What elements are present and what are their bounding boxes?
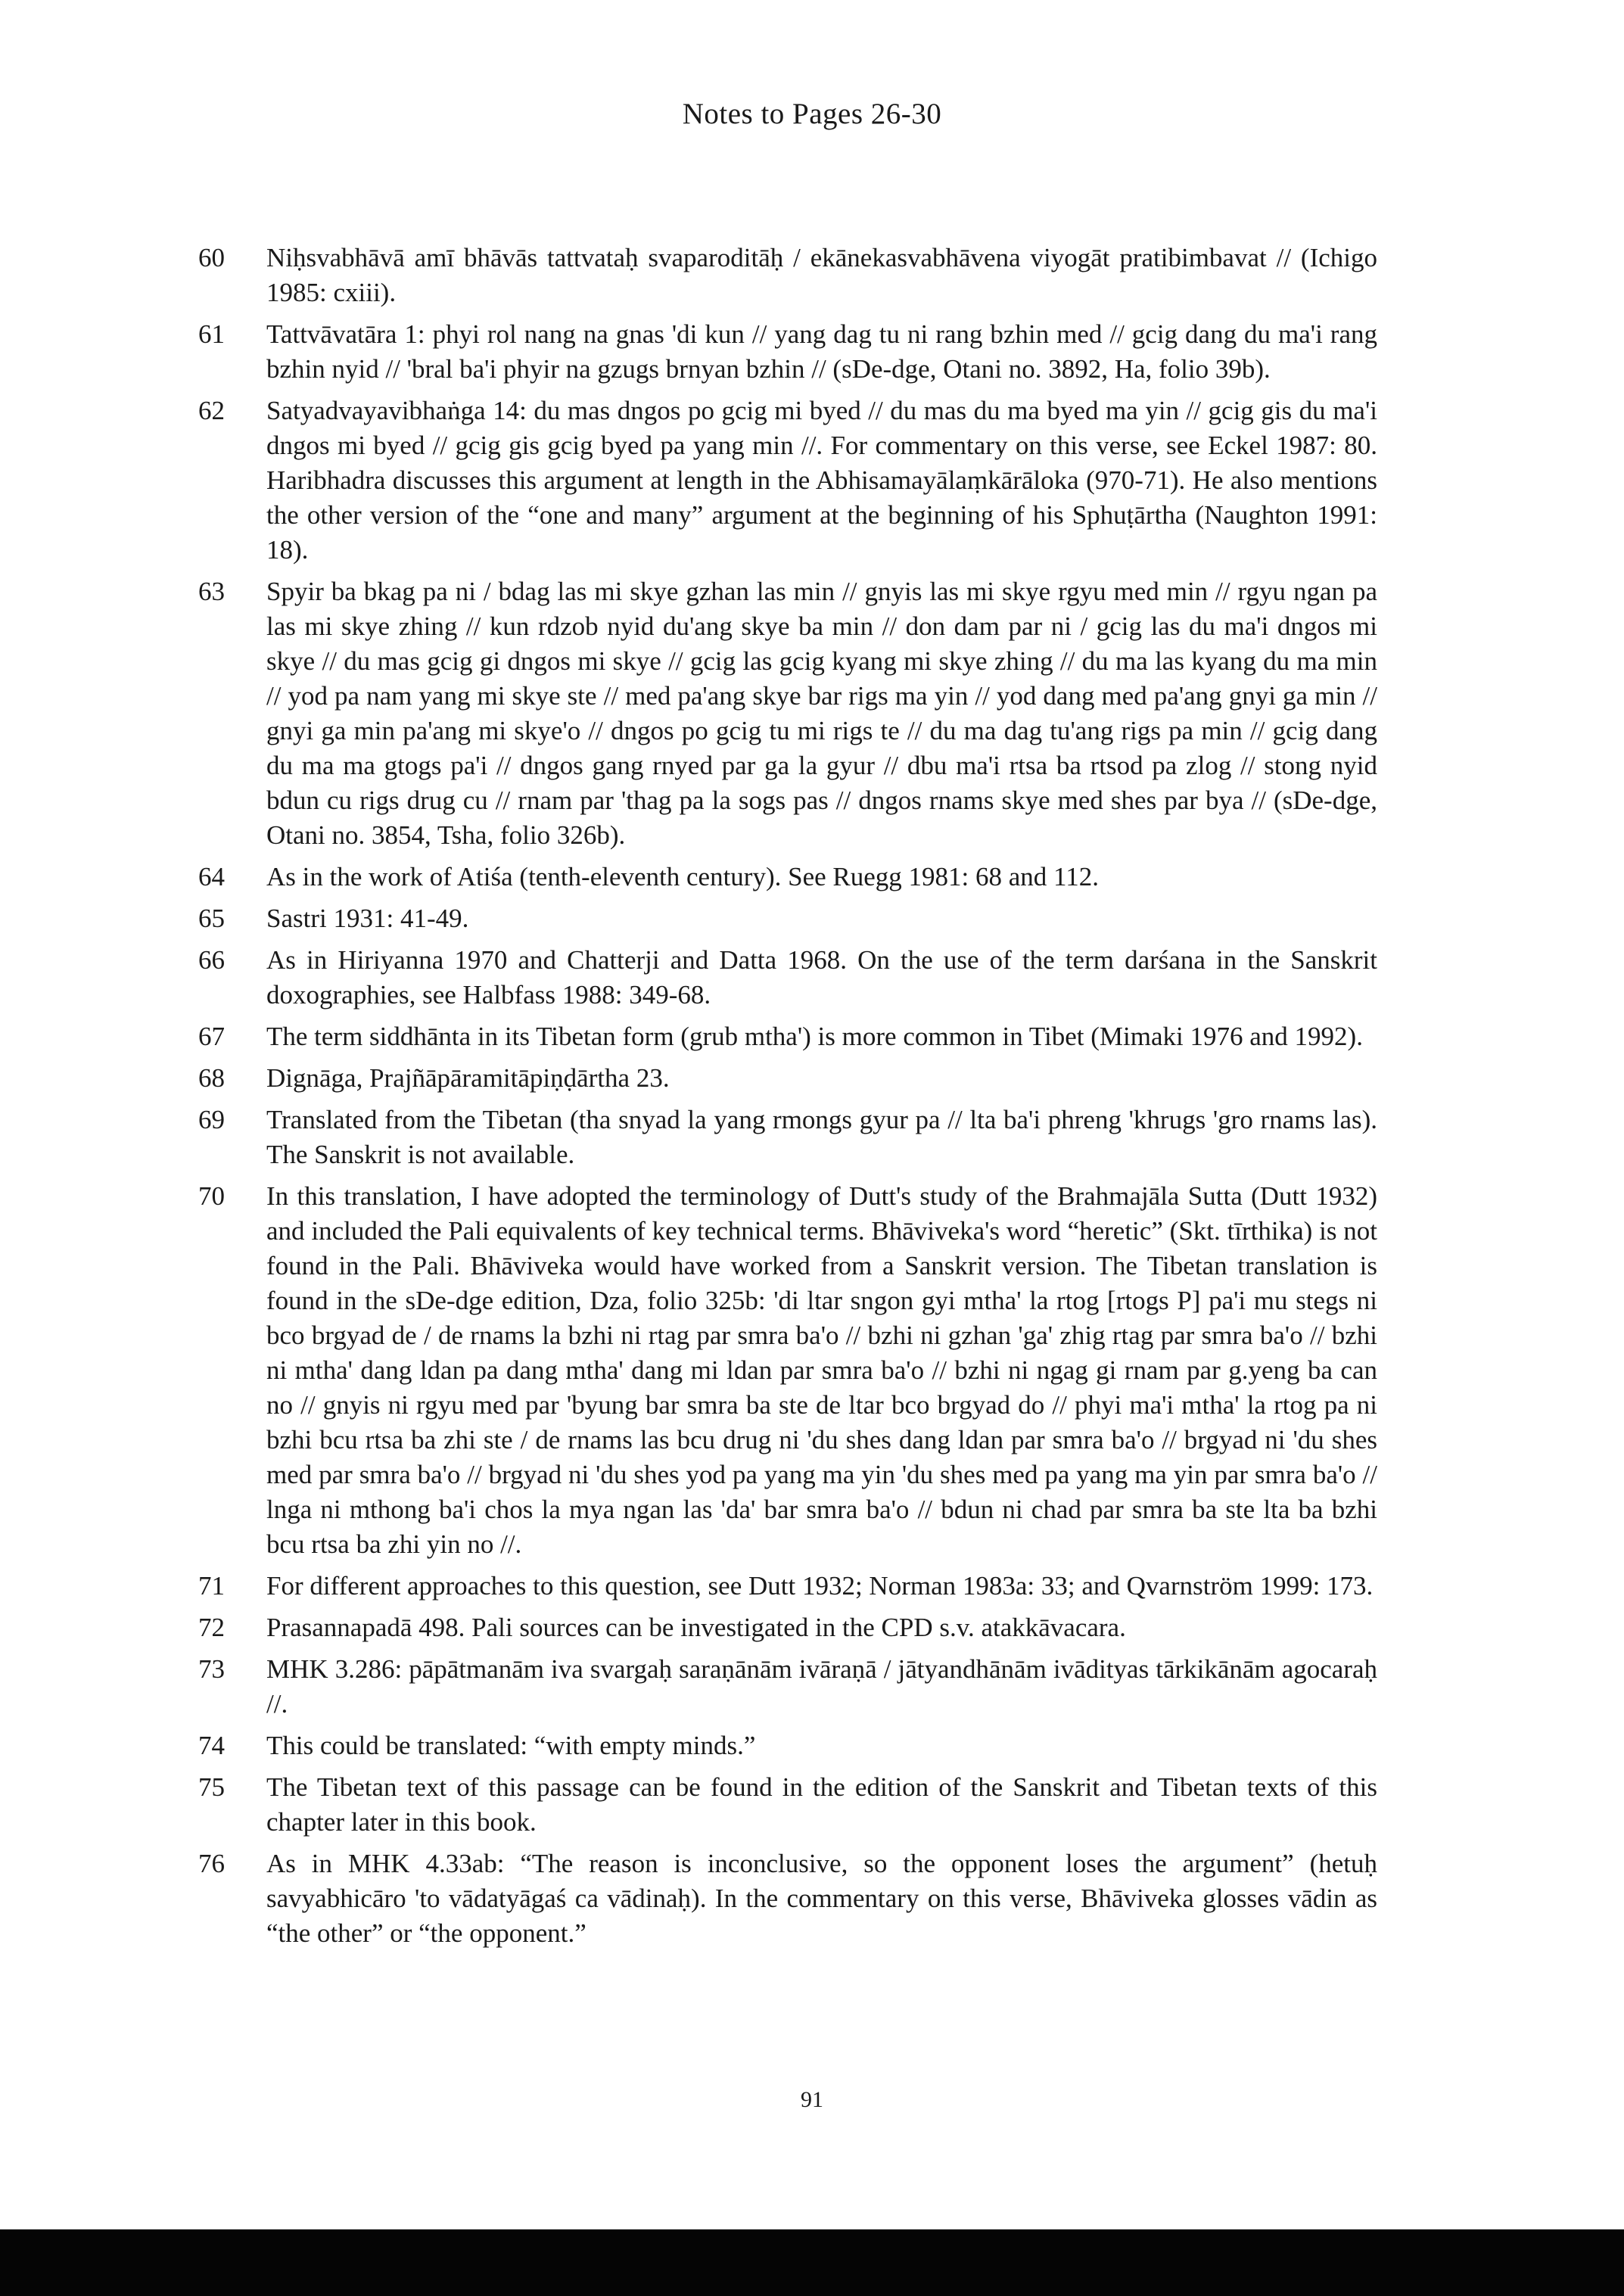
note-number: 73 [198,1654,225,1684]
note-text: Spyir ba bkag pa ni / bdag las mi skye gzhan las min // gnyis las mi skye rgyu med min // rgyu ngan pa las mi skye zhing // kun rdzob nyid du'ang skye ba min // don dam par ni / gcig las du ma'i dngos mi skye // du mas gcig gi dngos mi skye // gcig las gcig kyang mi skye zhing // du ma las kyang du ma min // yod pa nam yang mi skye ste // med pa'ang skye bar rigs ma yin // yod dang med pa'ang gnyi ga min // gnyi ga min pa'ang mi skye'o // dngos po gcig tu mi rigs te // du ma dag tu'ang rigs pa min // gcig dang du ma ma gtogs pa'i // dngos gang rnyed par ga la gyur // dbu ma'i rtsa ba rtsod pa zlog // stong nyid bdun cu rigs drug cu // rnam par 'thag pa la sogs pas // dngos rnams skye med shes par bya // (sDe-dge, Otani no. 3854, Tsha, folio 326b). [266,577,1377,850]
note-68 [198,1061,1377,1096]
note-number: 70 [198,1181,225,1211]
note-number: 68 [198,1063,225,1093]
note-71 [198,1569,1377,1604]
note-number: 76 [198,1849,225,1878]
note-text: As in Hiriyanna 1970 and Chatterji and Datta 1968. On the use of the term darśana in the Sanskrit doxographies, see Halbfass 1988: 349-68. [266,945,1377,1010]
note-62 [198,394,1377,568]
notes-list [198,241,1377,1958]
note-text: In this translation, I have adopted the terminology of Dutt's study of the Brahmajāla Sutta (Dutt 1932) and included the Pali equivalents of key technical terms. Bhāviveka's word “heretic” (Skt. tīrthika) is not found in the Pali. Bhāviveka would have worked from a Sanskrit version. The Tibetan translation is found in the sDe-dge edition, Dza, folio 325b: 'di ltar sngon gyi mtha' la rtog [rtogs P] pa'i mu stegs ni bco brgyad de / de rnams la bzhi ni rtag par smra ba'o // bzhi ni gzhan 'ga' zhig rtag par smra ba'o // bzhi ni mtha' dang ldan pa dang mtha' dang mi ldan par smra ba'o // bzhi ni ngag gi rnam par g.yeng ba can no // gnyis ni rgyu med par 'byung bar smra ba ste de ltar bco brgyad do // phyi ma'i mtha' la rtog pa ni bzhi bcu rtsa ba zhi ste / de rnams las bcu drug ni 'du shes dang ldan par smra ba'o // brgyad ni 'du shes med par smra ba'o // brgyad ni 'du shes yod pa yang ma yin 'du shes med pa yang ma yin par smra ba'o // lnga ni mthong ba'i chos la mya ngan las 'da' bar smra ba'o // bdun ni chad par smra ba ste lta ba bzhi bcu rtsa ba zhi yin no //. [266,1181,1377,1559]
note-number: 63 [198,577,225,606]
note-72 [198,1610,1377,1645]
note-text: Tattvāvatāra 1: phyi rol nang na gnas 'di kun // yang dag tu ni rang bzhin med // gcig dang du ma'i rang bzhin nyid // 'bral ba'i phyir na gzugs brnyan bzhin // (sDe-dge, Otani no. 3892, Ha, folio 39b). [266,319,1377,384]
note-text: Niḥsvabhāvā amī bhāvās tattvataḥ svaparoditāḥ / ekānekasvabhāvena viyogāt pratibimbavat // (Ichigo 1985: cxiii). [266,243,1377,307]
note-64 [198,860,1377,894]
note-number: 72 [198,1613,225,1642]
note-number: 75 [198,1772,225,1802]
note-65 [198,901,1377,936]
note-67 [198,1019,1377,1054]
note-text: As in the work of Atiśa (tenth-eleventh century). See Ruegg 1981: 68 and 112. [266,862,1099,891]
note-number: 67 [198,1022,225,1051]
note-text: Translated from the Tibetan (tha snyad la yang rmongs gyur pa // lta ba'i phreng 'khrugs 'gro rnams las). The Sanskrit is not available. [266,1105,1377,1169]
note-number: 62 [198,396,225,425]
scan-border [0,2229,1624,2296]
note-number: 69 [198,1105,225,1134]
note-66 [198,943,1377,1013]
note-76 [198,1846,1377,1951]
note-70 [198,1179,1377,1562]
note-text: The term siddhānta in its Tibetan form (grub mtha') is more common in Tibet (Mimaki 1976 and 1992). [266,1022,1363,1051]
note-text: The Tibetan text of this passage can be found in the edition of the Sanskrit and Tibetan texts of this chapter later in this book. [266,1772,1377,1837]
note-text: Sastri 1931: 41-49. [266,904,469,933]
note-74 [198,1728,1377,1763]
running-header: Notes to Pages 26-30 [682,98,942,130]
note-text: For different approaches to this question, see Dutt 1932; Norman 1983a: 33; and Qvarnström 1999: 173. [266,1571,1374,1601]
note-73 [198,1652,1377,1722]
note-75 [198,1770,1377,1840]
note-number: 74 [198,1731,225,1760]
page-number: 91 [801,2087,823,2112]
note-63 [198,574,1377,853]
note-text: This could be translated: “with empty minds.” [266,1731,756,1760]
note-text: MHK 3.286: pāpātmanām iva svargaḥ saraṇānām ivāraṇā / jātyandhānām ivādityas tārkikānām agocaraḥ //. [266,1654,1377,1719]
note-number: 60 [198,243,225,272]
note-text: Prasannapadā 498. Pali sources can be investigated in the CPD s.v. atakkāvacara. [266,1613,1126,1642]
note-69 [198,1103,1377,1172]
note-text: As in MHK 4.33ab: “The reason is inconclusive, so the opponent loses the argument” (hetuḥ savyabhicāro 'to vādatyāgaś ca vādinaḥ). In the commentary on this verse, Bhāviveka glosses vādin as “the other” or “the opponent.” [266,1849,1377,1948]
note-61 [198,317,1377,387]
note-number: 61 [198,319,225,349]
note-text: Satyadvayavibhaṅga 14: du mas dngos po gcig mi byed // du mas du ma byed ma yin // gcig gis du ma'i dngos mi byed // gcig gis gcig byed pa yang min //. For commentary on this verse, see Eckel 1987: 80. Haribhadra discusses this argument at length in the Abhisamayālaṃkārāloka (970-71). He also mentions the other version of the “one and many” argument at the beginning of his Sphuṭārtha (Naughton 1991: 18). [266,396,1377,565]
note-number: 64 [198,862,225,891]
note-number: 71 [198,1571,225,1601]
note-60 [198,241,1377,310]
note-text: Dignāga, Prajñāpāramitāpiṇḍārtha 23. [266,1063,670,1093]
note-number: 65 [198,904,225,933]
note-number: 66 [198,945,225,975]
